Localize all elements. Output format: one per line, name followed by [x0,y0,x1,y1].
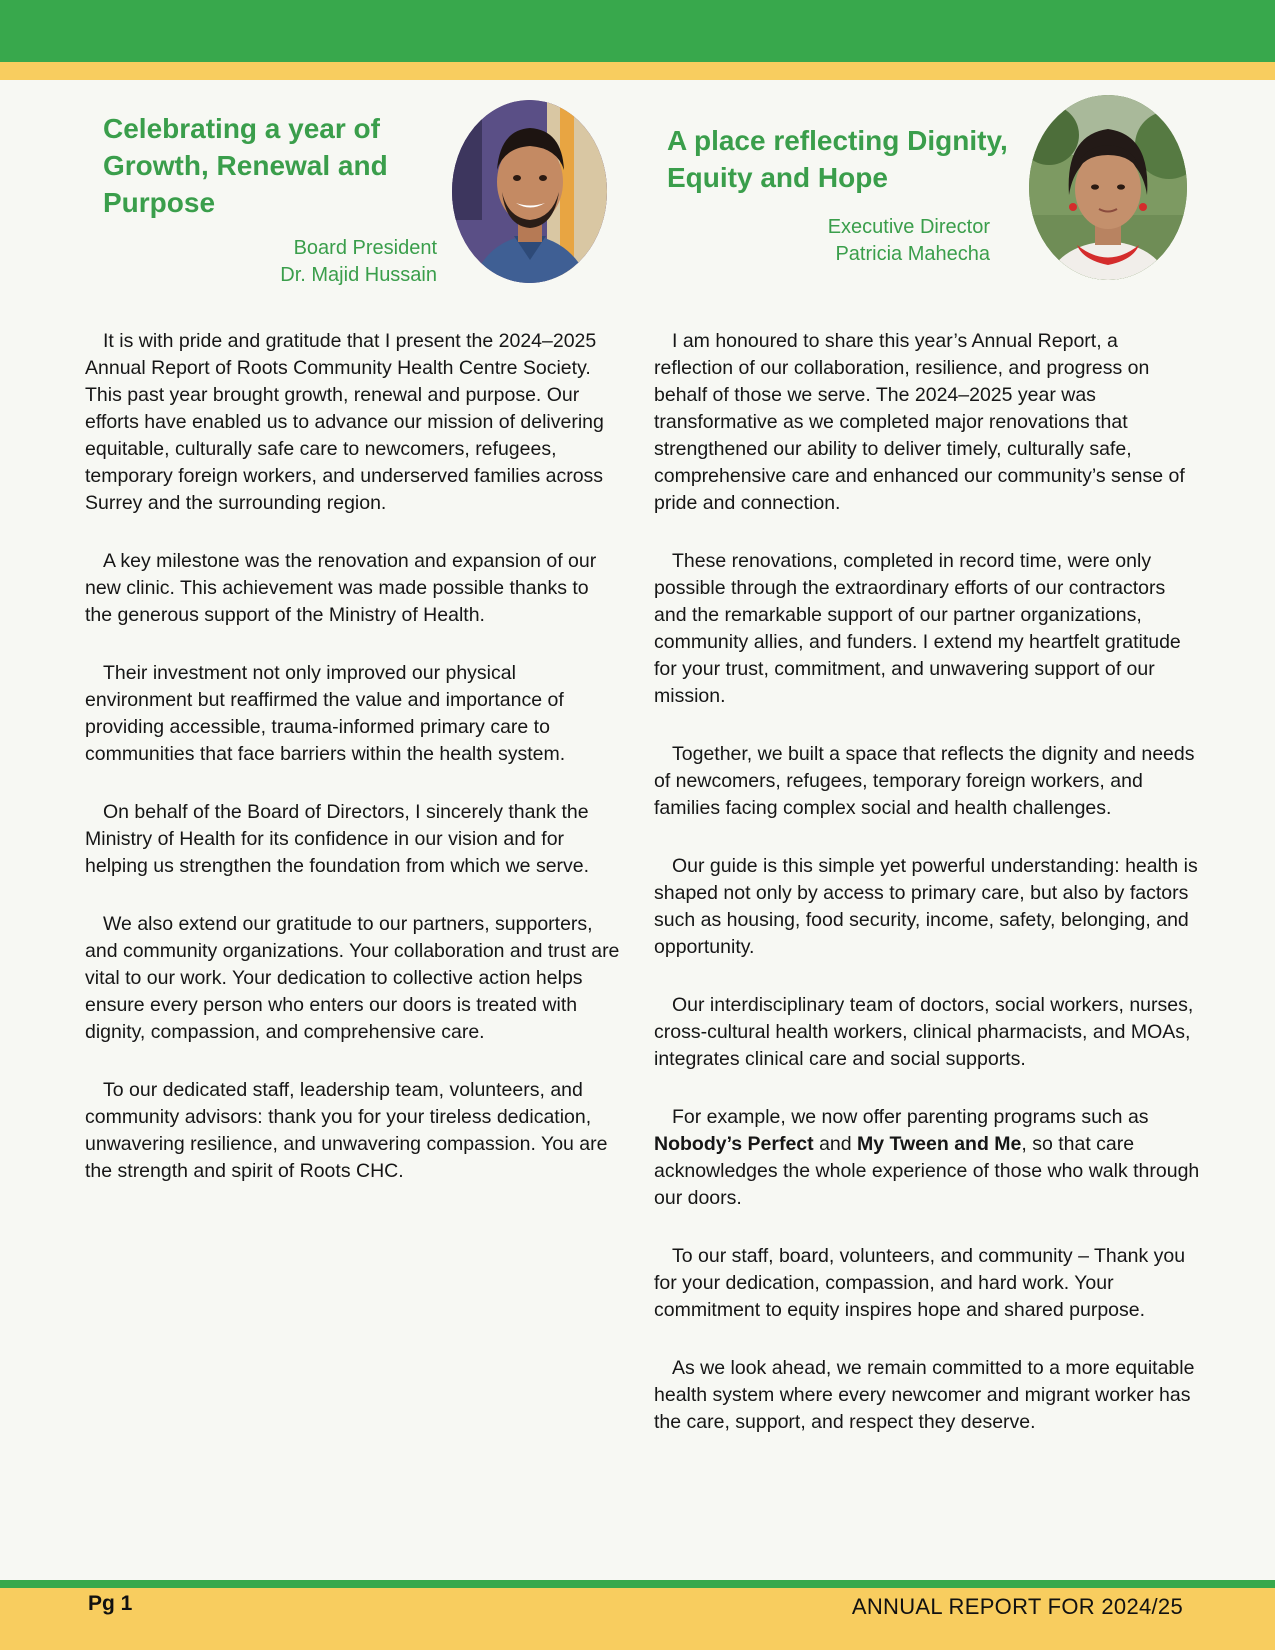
board-president-photo [452,100,607,283]
right-paragraph: Together, we built a space that reflects the dignity and needs of newcomers, refugees, temporary foreign workers, and families facing complex social and health challenges. [654,743,1195,819]
left-paragraph: Their investment not only improved our physical environment but reaffirmed the value and importance of providing accessible, trauma-informed primary care to communities that face barriers within the health system. [85,662,566,765]
left-paragraph: It is with pride and gratitude that I present the 2024–2025 Annual Report of Roots Community Health Centre Society. This past year brought growth, renewal and purpose. Our efforts have enabled us to advance our mission of delivering equitable, culturally safe care to newcomers, refugees, temporary foreign workers, and underserved families across Surrey and the surrounding region. [85,330,604,514]
programs-lead: For example, we now offer parenting programs such as [672,1106,1149,1128]
page-number: Pg 1 [88,1592,133,1615]
right-byline [760,214,990,268]
board-president-name: Dr. Majid Hussain [280,264,437,286]
right-paragraph: Our guide is this simple yet powerful understanding: health is shaped not only by access to primary care, but also by factors such as housing, food security, income, safety, belonging, and opportunity. [654,855,1198,958]
left-section-title: Celebrating a year of Growth, Renewal and Purpose [103,113,388,218]
report-title: ANNUAL REPORT FOR 2024/25 [851,1594,1183,1619]
program-nobodys-perfect: Nobody’s Perfect [654,1133,814,1155]
header-yellow-stripe [0,62,1275,80]
programs-and: and [813,1133,858,1155]
footer-green-line [0,1580,1275,1588]
right-paragraph: Our interdisciplinary team of doctors, social workers, nurses, cross-cultural health workers, clinical pharmacists, and MOAs, integrates clinical care and social supports. [654,994,1194,1070]
left-paragraph: On behalf of the Board of Directors, I sincerely thank the Ministry of Health for its confidence in our vision and for helping us strengthen the foundation from which we serve. [85,801,590,877]
left-paragraph: We also extend our gratitude to our partners, supporters, and community organizations. Your collaboration and trust are vital to our work. Your dedication to collective action helps ensure every person who enters our doors is treated with dignity, compassion, and comprehensive care. [85,913,620,1043]
right-paragraph: To our staff, board, volunteers, and community – Thank you for your dedication, compassion, and hard work. Your commitment to equity inspires hope and shared purpose. [654,1245,1186,1321]
program-my-tween-and-me: My Tween and Me [857,1133,1022,1155]
board-president-message [85,328,620,1216]
left-paragraph: To our dedicated staff, leadership team, volunteers, and community advisors: thank you for your tireless dedication, unwavering resilience, and unwavering compassion. You are the strength and spirit of Roots CHC. [85,1079,608,1182]
right-paragraph: These renovations, completed in record time, were only possible through the extraordinary efforts of our contractors and the remarkable support of our partner organizations, community allies, and funders. I extend my heartfelt gratitude for your trust, commitment, and unwavering support of our mission. [654,550,1181,707]
executive-director-message [654,328,1202,1467]
executive-director-photo [1029,95,1187,280]
programs-tail: , so that care acknowledges the whole experience of those who walk through our doors. [654,1133,1200,1209]
right-paragraph-programs [654,1104,1202,1212]
executive-director-role: Executive Director [827,216,990,238]
right-paragraph: I am honoured to share this year’s Annual Report, a reflection of our collaboration, resilience, and progress on behalf of those we serve. The 2024–2025 year was transformative as we completed major renovations that strengthened our ability to deliver timely, culturally safe, comprehensive care and enhanced our community’s sense of pride and connection. [654,330,1185,514]
right-paragraph: As we look ahead, we remain committed to a more equitable health system where every newcomer and migrant worker has the care, support, and respect they deserve. [654,1357,1195,1433]
executive-director-name: Patricia Mahecha [835,243,990,265]
left-paragraph: A key milestone was the renovation and expansion of our new clinic. This achievement was made possible thanks to the generous support of the Ministry of Health. [85,550,597,626]
board-president-role: Board President [293,237,437,259]
right-section-title: A place reflecting Dignity, Equity and Hope [667,125,1008,193]
left-byline [230,235,437,289]
header-green-band [0,0,1275,62]
